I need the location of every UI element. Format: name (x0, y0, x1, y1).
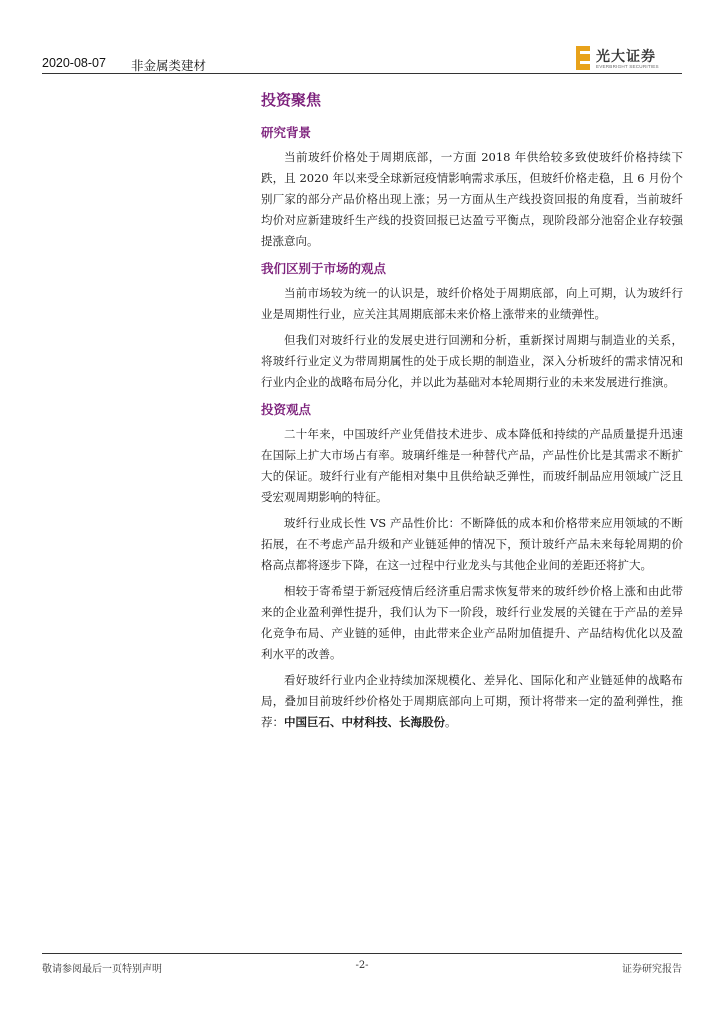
logo-name: 光大证券 (596, 49, 656, 65)
logo-mark-icon (576, 46, 590, 70)
header-date: 2020-08-07 (42, 56, 106, 70)
subsection-title: 我们区别于市场的观点 (261, 261, 387, 276)
main-content (261, 89, 683, 738)
header-sector: 非金属类建材 (131, 58, 207, 73)
subsection-title: 投资观点 (261, 402, 312, 417)
subsection-investment-view (261, 400, 683, 733)
recommendation-end: 。 (445, 715, 457, 729)
paragraph: 当前玻纤价格处于周期底部，一方面 2018 年供给较多致使玻纤价格持续下跌，且 2020 年以来受全球新冠疫情影响需求承压，但玻纤价格走稳，且 6 月份个别厂家的部分产品价格出现上涨；另一方面从生产线投资回报的角度看，当前玻纤均价对应新建玻纤生产线的投资回报已达盈亏平衡点，现阶段部分池窑企业存较强提涨意向。 (261, 150, 683, 248)
page-number: -2- (355, 960, 369, 971)
section-title: 投资聚焦 (261, 91, 322, 109)
paragraph: 二十年来，中国玻纤产业凭借技术进步、成本降低和持续的产品质量提升迅速在国际上扩大市场占有率。玻璃纤维是一种替代产品，产品性价比是其需求不断扩大的保证。玻纤行业有产能相对集中且供给缺乏弹性，而玻纤制品应用领域广泛且受宏观周期影响的特征。 (261, 427, 683, 504)
subsection-title: 研究背景 (261, 125, 312, 140)
subsection-background (261, 123, 683, 252)
logo-english: EVERBRIGHT SECURITIES (596, 64, 659, 69)
subsection-different-view (261, 259, 683, 393)
recommendation-text: 看好玻纤行业内企业持续加深规模化、差异化、国际化和产业链延伸的战略布局，叠加目前玻纤纱价格处于周期底部向上可期，预计将带来一定的盈利弹性，推荐： (261, 673, 683, 729)
paragraph: 相较于寄希望于新冠疫情后经济重启需求恢复带来的玻纤纱价格上涨和由此带来的企业盈利弹性提升，我们认为下一阶段，玻纤行业发展的关键在于产品的差异化竞争布局、产业链的延伸，由此带来企业产品附加值提升、产品结构优化以及盈利水平的改善。 (261, 584, 683, 661)
company-logo (576, 46, 680, 72)
paragraph: 当前市场较为统一的认识是，玻纤价格处于周期底部，向上可期，认为玻纤行业是周期性行业，应关注其周期底部未来价格上涨带来的业绩弹性。 (261, 286, 683, 321)
footer-report-type: 证券研究报告 (622, 964, 682, 975)
footer-disclaimer: 敬请参阅最后一页特别声明 (42, 964, 162, 975)
recommendation-paragraph (261, 670, 683, 733)
paragraph: 但我们对玻纤行业的发展史进行回溯和分析，重新探讨周期与制造业的关系，将玻纤行业定义为带周期属性的处于成长期的制造业，深入分析玻纤的需求情况和行业内企业的战略布局分化，并以此为基础对本轮周期行业的未来发展进行推演。 (261, 333, 683, 389)
header-rule (42, 73, 682, 74)
recommended-stocks: 中国巨石、中材科技、长海股份 (284, 715, 445, 729)
footer-rule (42, 953, 682, 954)
paragraph: 玻纤行业成长性 VS 产品性价比：不断降低的成本和价格带来应用领域的不断拓展，在不考虑产品升级和产业链延伸的情况下，预计玻纤产品未来每轮周期的价格高点都将逐步下降，在这一过程中行业龙头与其他企业间的差距还将扩大。 (261, 516, 683, 572)
